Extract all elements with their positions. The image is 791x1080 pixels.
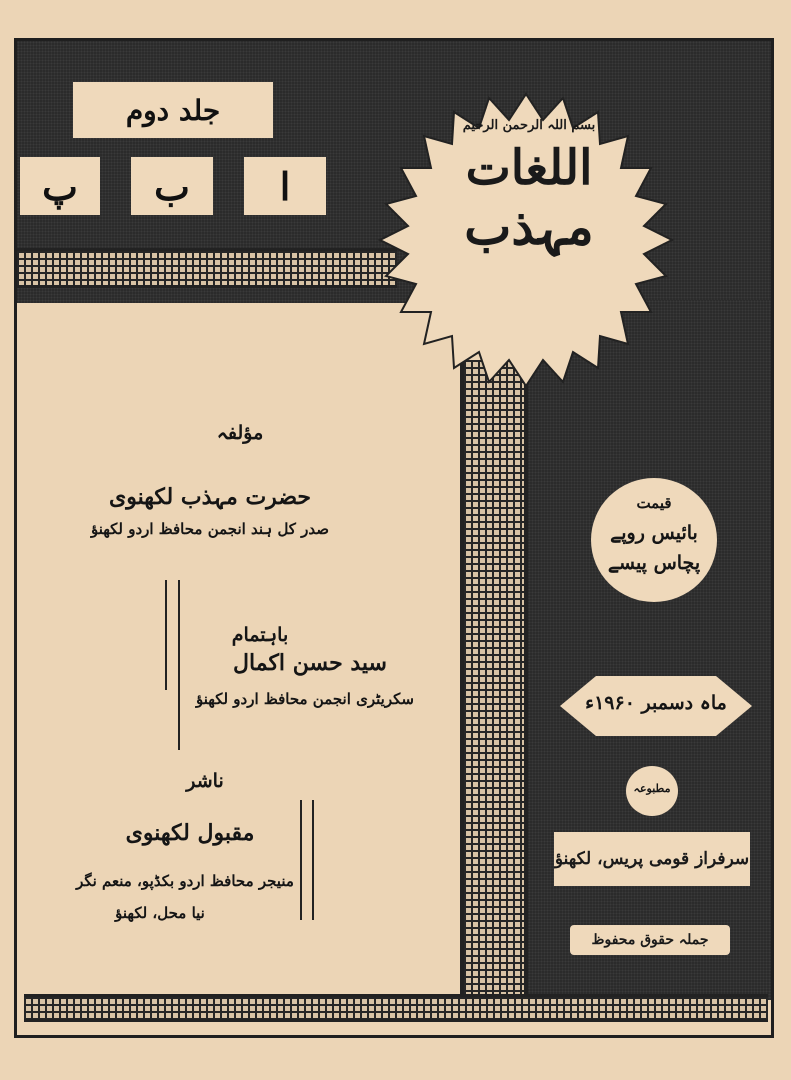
print-label: مطبوعہ <box>633 782 671 795</box>
date-badge <box>560 676 752 736</box>
author-name: حضرت مہذب لکھنوی <box>109 484 311 510</box>
divider-line <box>165 580 167 690</box>
letter-alif: ا <box>244 157 326 215</box>
copyright-notice: جملہ حقوق محفوظ <box>570 925 730 955</box>
divider-line <box>178 580 180 750</box>
letter-be: ب <box>131 157 213 215</box>
price-paise: پچاس پیسے <box>607 552 701 574</box>
price-heading: قیمت <box>636 494 672 512</box>
publisher-line2: نیا محل، لکھنؤ <box>115 904 205 922</box>
date-text: ماہ دسمبر ۱۹۶۰ء <box>585 692 727 714</box>
pattern-grid <box>17 248 397 288</box>
volume-label: جلد دوم <box>73 82 273 138</box>
manager-heading: باہتمام <box>231 624 289 646</box>
pattern-strip-bottom <box>24 994 768 1022</box>
publisher-name: مقبول لکھنوی <box>125 820 255 846</box>
pattern-column <box>460 360 528 1000</box>
letter-pe: پ <box>20 157 100 215</box>
book-title-line2: مہذب <box>464 197 594 256</box>
price-circle <box>591 478 717 602</box>
pattern-strip-top <box>17 240 397 296</box>
bismillah-text: بسم اللہ الرحمن الرحیم <box>462 118 596 133</box>
author-heading: مؤلفہ <box>216 422 264 444</box>
author-title: صدر کل ہند انجمن محافظ اردو لکھنؤ <box>90 520 330 538</box>
divider-line <box>300 800 302 920</box>
press-name: سرفراز قومی پریس، لکھنؤ <box>554 832 750 886</box>
publisher-heading: ناشر <box>186 770 224 792</box>
publisher-line1: منیجر محافظ اردو بکڈپو، منعم نگر <box>76 872 294 890</box>
manager-name: سید حسن اکمال <box>233 650 387 676</box>
price-rupees: بائیس روپے <box>610 522 698 544</box>
title-block <box>438 118 620 257</box>
divider-line <box>312 800 314 920</box>
manager-title: سکریٹری انجمن محافظ اردو لکھنؤ <box>196 690 414 708</box>
book-title-line1: اللغات <box>465 140 593 196</box>
print-seal <box>626 766 678 816</box>
